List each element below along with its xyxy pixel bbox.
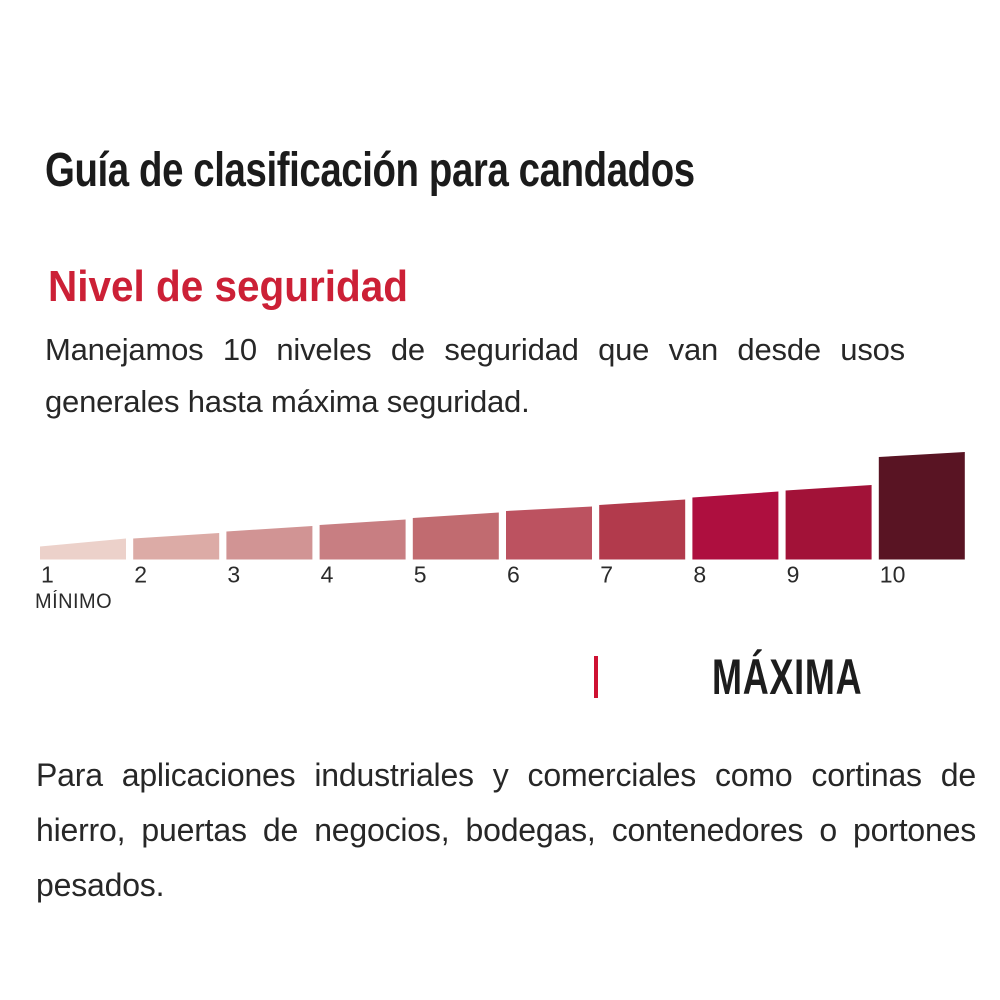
security-level-bar-3 <box>226 526 312 560</box>
minimum-label: MÍNIMO <box>35 590 113 613</box>
security-level-tick-3: 3 <box>227 561 241 588</box>
security-level-bar-5 <box>413 513 499 560</box>
security-level-tick-10: 10 <box>879 561 906 588</box>
security-level-bar-7 <box>599 500 685 560</box>
security-level-bar-9 <box>786 485 872 560</box>
security-level-bar-2 <box>133 533 219 560</box>
security-level-bar-4 <box>320 520 406 560</box>
security-level-tick-7: 7 <box>600 561 613 588</box>
security-level-bar-10 <box>879 452 965 560</box>
security-level-bar-chart <box>0 440 1000 620</box>
maximum-tick-line <box>594 656 598 698</box>
security-level-tick-4: 4 <box>320 561 334 588</box>
security-level-tick-5: 5 <box>413 561 427 588</box>
security-level-description: Manejamos 10 niveles de seguridad que van desde usos generales hasta máxima seguridad. <box>45 332 905 419</box>
security-level-tick-1: 1 <box>41 561 54 588</box>
security-level-tick-6: 6 <box>507 561 520 588</box>
page-title: Guía de clasificación para candados <box>45 144 695 198</box>
maximum-label: MÁXIMA <box>712 649 863 705</box>
applications-description: Para aplicaciones industriales y comerciales como cortinas de hierro, puertas de negocios, bodegas, contenedores o portones pesados. <box>36 757 976 903</box>
security-level-heading: Nivel de seguridad <box>48 261 408 311</box>
security-level-tick-2: 2 <box>134 561 147 588</box>
security-level-tick-9: 9 <box>786 561 800 588</box>
security-level-bar-6 <box>506 507 592 560</box>
security-level-bar-1 <box>40 539 126 560</box>
security-level-bar-8 <box>692 492 778 560</box>
security-level-tick-8: 8 <box>693 561 707 588</box>
